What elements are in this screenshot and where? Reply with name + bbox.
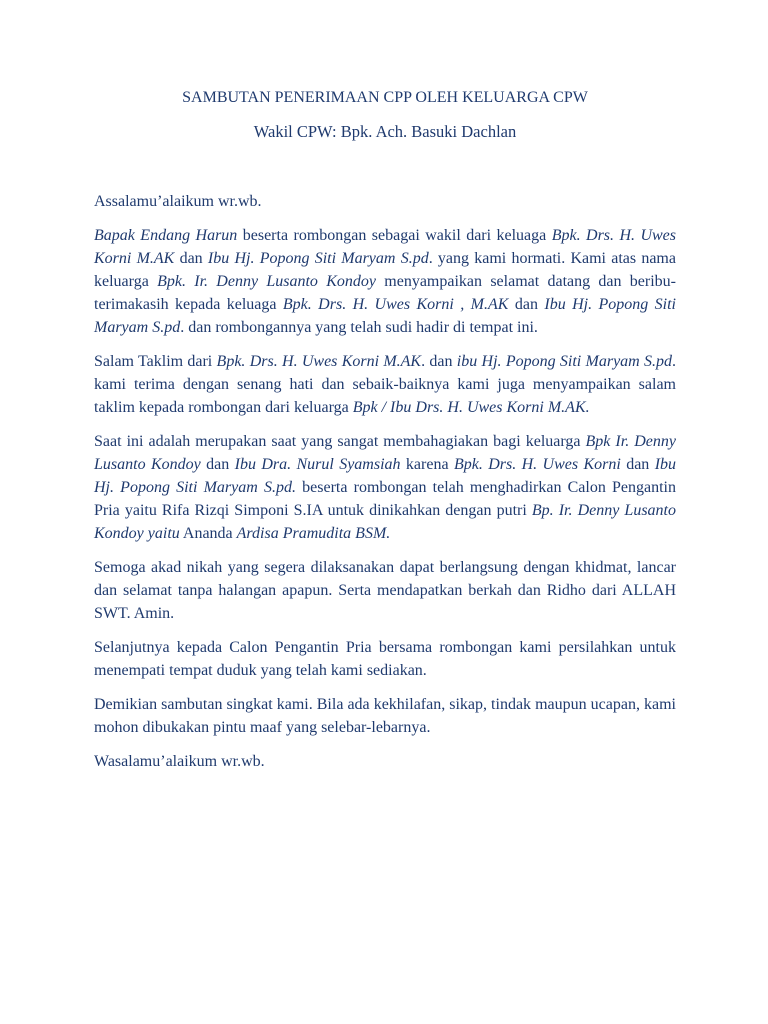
body-paragraph-2 xyxy=(94,350,676,419)
italic-name-segment: Ibu Hj. Popong Siti Maryam S.pd. xyxy=(94,456,677,496)
italic-name-segment: Bpk. Drs. H. Uwes Korni M.AK xyxy=(216,353,422,370)
italic-name-segment: Bpk. Drs. H. Uwes Korni , M.AK xyxy=(282,296,509,313)
text-segment: . yang kami hormati. Kami atas nama keluarga xyxy=(94,250,676,290)
text-segment: Selanjutnya kepada Calon Pengantin Pria bersama rombongan kami persilahkan untuk menempati tempat duduk yang telah kami sediakan. xyxy=(94,639,676,679)
italic-name-segment: Ibu Hj. Popong Siti Maryam S.pd xyxy=(94,296,677,336)
italic-name-segment: Bpk. Ir. Denny Lusanto Kondoy xyxy=(157,273,376,290)
text-segment: Ananda xyxy=(179,525,237,542)
text-segment: dan xyxy=(174,250,208,267)
text-segment: dan xyxy=(620,456,655,473)
text-segment: beserta rombongan sebagai wakil dari keluaga xyxy=(237,227,552,244)
text-segment: Saat ini adalah merupakan saat yang sangat membahagiakan bagi keluarga xyxy=(94,433,586,450)
document-title: SAMBUTAN PENERIMAAN CPP OLEH KELUARGA CPW xyxy=(182,89,588,106)
italic-name-segment: Ibu Hj. Popong Siti Maryam S.pd xyxy=(207,250,429,267)
text-segment: Demikian sambutan singkat kami. Bila ada kekhilafan, sikap, tindak maupun ucapan, kami mohon dibukakan pintu maaf yang selebar-lebarnya. xyxy=(94,696,676,736)
italic-name-segment: Bpk Ir. Denny Lusanto Kondoy xyxy=(94,433,676,473)
opening-greeting: Assalamu’alaikum wr.wb. xyxy=(94,193,262,210)
document-subtitle: Wakil CPW: Bpk. Ach. Basuki Dachlan xyxy=(253,122,517,141)
body-paragraph-3 xyxy=(94,430,676,545)
text-segment: Semoga akad nikah yang segera dilaksanakan dapat berlangsung dengan khidmat, lancar dan selamat tanpa halangan apapun. Serta mendapatkan berkah dan Ridho dari ALLAH SWT. Amin. xyxy=(94,559,676,622)
italic-name-segment: Bpk / Ibu Drs. H. Uwes Korni M.AK. xyxy=(352,399,590,416)
italic-name-segment: Bapak Endang Harun xyxy=(94,227,238,244)
body-paragraph-5 xyxy=(94,636,676,682)
document-page xyxy=(94,86,676,773)
text-segment: Salam Taklim dari xyxy=(94,353,217,370)
text-segment: dan xyxy=(200,456,235,473)
italic-name-segment: Bpk. Drs. H. Uwes Korni xyxy=(453,456,621,473)
italic-name-segment: Bpk. Drs. H. Uwes Korni M.AK xyxy=(94,227,677,267)
italic-name-segment: Ardisa Pramudita BSM. xyxy=(236,525,391,542)
italic-name-segment: Bp. Ir. Denny Lusanto Kondoy yaitu xyxy=(94,502,676,542)
closing-greeting: Wasalamu’alaikum wr.wb. xyxy=(94,753,265,770)
body-paragraph-1 xyxy=(94,224,676,339)
italic-name-segment: ibu Hj. Popong Siti Maryam S.pd xyxy=(456,353,673,370)
text-segment: karena xyxy=(400,456,454,473)
text-segment: . dan xyxy=(421,353,457,370)
text-segment: beserta rombongan telah menghadirkan Calon Pengantin Pria yaitu Rifa Rizqi Simponi S.IA untuk dinikahkan dengan putri xyxy=(94,479,676,519)
body-paragraph-4 xyxy=(94,556,676,625)
text-segment: . kami terima dengan senang hati dan sebaik-baiknya kami juga menyampaikan salam taklim kepada rombongan dari keluarga xyxy=(94,353,677,416)
text-segment: menyampaikan selamat datang dan beribu-terimakasih kepada keluaga xyxy=(94,273,677,313)
italic-name-segment: Ibu Dra. Nurul Syamsiah xyxy=(234,456,401,473)
body-paragraph-6 xyxy=(94,693,676,739)
body-paragraphs xyxy=(94,224,676,739)
text-segment: . dan rombongannya yang telah sudi hadir di tempat ini. xyxy=(180,319,538,336)
text-segment: dan xyxy=(508,296,545,313)
